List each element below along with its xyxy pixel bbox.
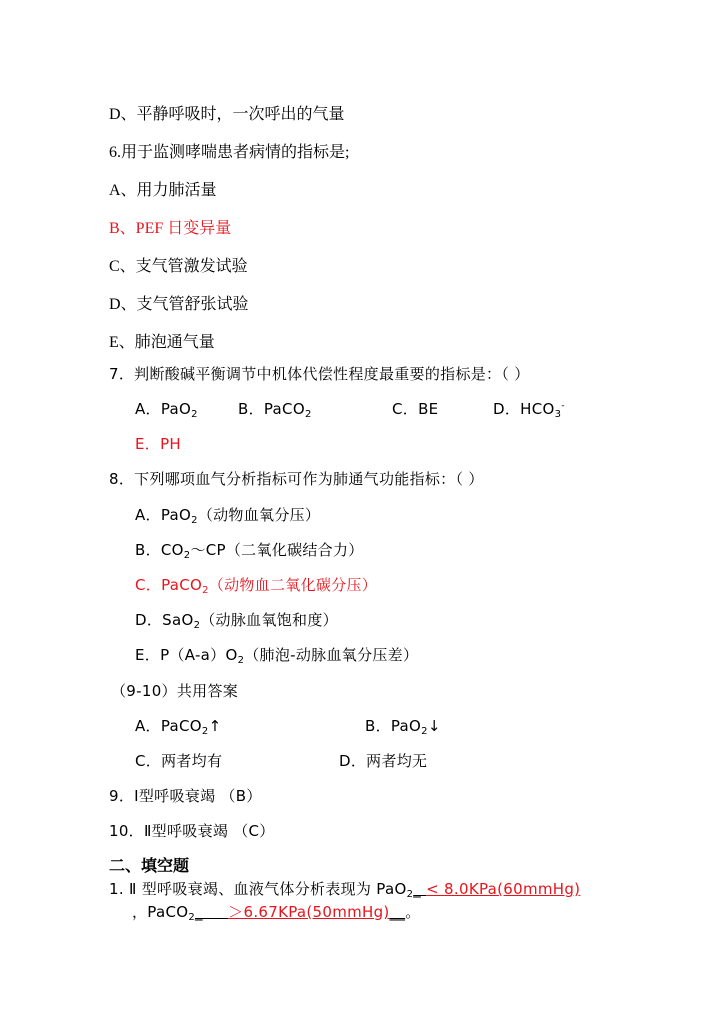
q8-option-e-sub: 2 — [237, 655, 245, 666]
q8-option-e-desc: （肺泡-动脉血氧分压差） — [244, 646, 419, 664]
fill-q1-line-1 — [109, 879, 580, 899]
q6-option-b-answer: B、PEF 日变异量 — [109, 220, 232, 237]
shared-option-c: C．两者均有 — [135, 752, 223, 770]
q8-option-d-text: D．SaO — [135, 611, 194, 629]
shared-options-row-2 — [135, 751, 635, 773]
q7-option-b — [238, 399, 312, 419]
q8-option-b — [135, 540, 364, 560]
shared-option-b-text: B．PaO — [365, 717, 422, 735]
q8-option-c-desc: （动物血二氧化碳分压） — [208, 576, 378, 594]
q7-option-d — [493, 399, 565, 419]
q8-option-c-sub: 2 — [202, 585, 209, 596]
fill-q1-text: 1. Ⅱ 型呼吸衰竭、血液气体分析表现为 PaO — [109, 880, 407, 898]
q7-option-a-sub: 2 — [191, 409, 198, 420]
fill-q1-line-2 — [132, 902, 421, 922]
shared-option-a-sub: 2 — [201, 726, 209, 737]
shared-option-b — [365, 716, 441, 736]
q8-option-d-sub: 2 — [193, 620, 201, 631]
q8-option-b-sub: 2 — [183, 550, 191, 561]
q8-stem: 8．下列哪项血气分析指标可作为肺通气功能指标：（ ） — [109, 470, 484, 488]
fill-q1-blank-2: _ — [195, 903, 229, 921]
q8-option-a-sub: 2 — [191, 515, 198, 526]
fill-q1-line-2-text: ，PaCO — [132, 903, 189, 921]
q6-option-a: A、用力肺活量 — [109, 182, 217, 199]
q9-line: 9．Ⅰ型呼吸衰竭 （B） — [109, 787, 262, 805]
fill-q1-blank-1: _ — [413, 880, 427, 898]
q6-stem: 6.用于监测哮喘患者病情的指标是; — [109, 144, 350, 161]
q8-option-b-text: B．CO — [135, 541, 184, 559]
q8-option-b-desc: ～CP（二氧化碳结合力） — [190, 541, 364, 559]
q8-option-d-desc: （动脉血氧饱和度） — [200, 611, 338, 629]
q6-option-d: D、支气管舒张试验 — [109, 296, 249, 313]
q5-option-d: D、平静呼吸时，一次呼出的气量 — [109, 106, 345, 123]
fill-q1-end-punct: 。 — [405, 903, 421, 921]
q8-option-a-desc: （动物血氧分压） — [197, 506, 321, 524]
fill-q1-line-2-sub: 2 — [188, 912, 196, 923]
q6-option-e: E、肺泡通气量 — [109, 334, 215, 351]
q8-option-c-text: C．PaCO — [135, 576, 203, 594]
q8-option-d — [135, 610, 338, 630]
q7-stem: 7．判断酸碱平衡调节中机体代偿性程度最重要的指标是：（ ） — [109, 365, 530, 383]
fill-q1-blank-tail: __ — [389, 903, 406, 921]
down-arrow-icon: ↓ — [427, 717, 441, 735]
q8-option-a-text: A．PaO — [135, 506, 192, 524]
shared-options-row-1 — [135, 716, 635, 738]
q7-option-b-text: B．PaCO — [238, 400, 305, 418]
shared-answers-heading: （9-10）共用答案 — [111, 682, 239, 700]
q6-option-c: C、支气管激发试验 — [109, 258, 248, 275]
shared-option-a-text: A．PaCO — [135, 717, 202, 735]
q7-option-d-sup: - — [561, 401, 565, 411]
section-2-title: 二、填空题 — [109, 858, 190, 875]
q7-option-a — [135, 399, 198, 419]
shared-option-b-sub: 2 — [421, 726, 428, 737]
q10-line: 10．Ⅱ型呼吸衰竭 （C） — [109, 822, 275, 840]
q7-option-c: C．BE — [392, 400, 439, 418]
fill-q1-answer-1: < 8.0KPa(60mmHg) — [426, 880, 581, 898]
q7-option-e-answer: E．PH — [135, 435, 182, 453]
shared-option-a — [135, 716, 221, 736]
q8-option-e-text: E．P（A-a）O — [135, 646, 238, 664]
q7-options-row — [135, 399, 724, 421]
q7-option-d-text: D．HCO — [493, 400, 555, 418]
q7-option-b-sub: 2 — [304, 409, 312, 420]
shared-option-d: D．两者均无 — [339, 752, 428, 770]
q8-option-e — [135, 645, 418, 665]
fill-q1-answer-2: ＞6.67KPa(50mmHg) — [228, 903, 390, 921]
q8-option-a — [135, 505, 320, 525]
up-arrow-icon: ↑ — [208, 717, 222, 735]
q8-option-c-answer — [135, 575, 377, 595]
q7-option-d-sub: 3 — [554, 409, 562, 420]
fill-q1-sub: 2 — [406, 889, 414, 900]
q7-option-a-text: A．PaO — [135, 400, 192, 418]
